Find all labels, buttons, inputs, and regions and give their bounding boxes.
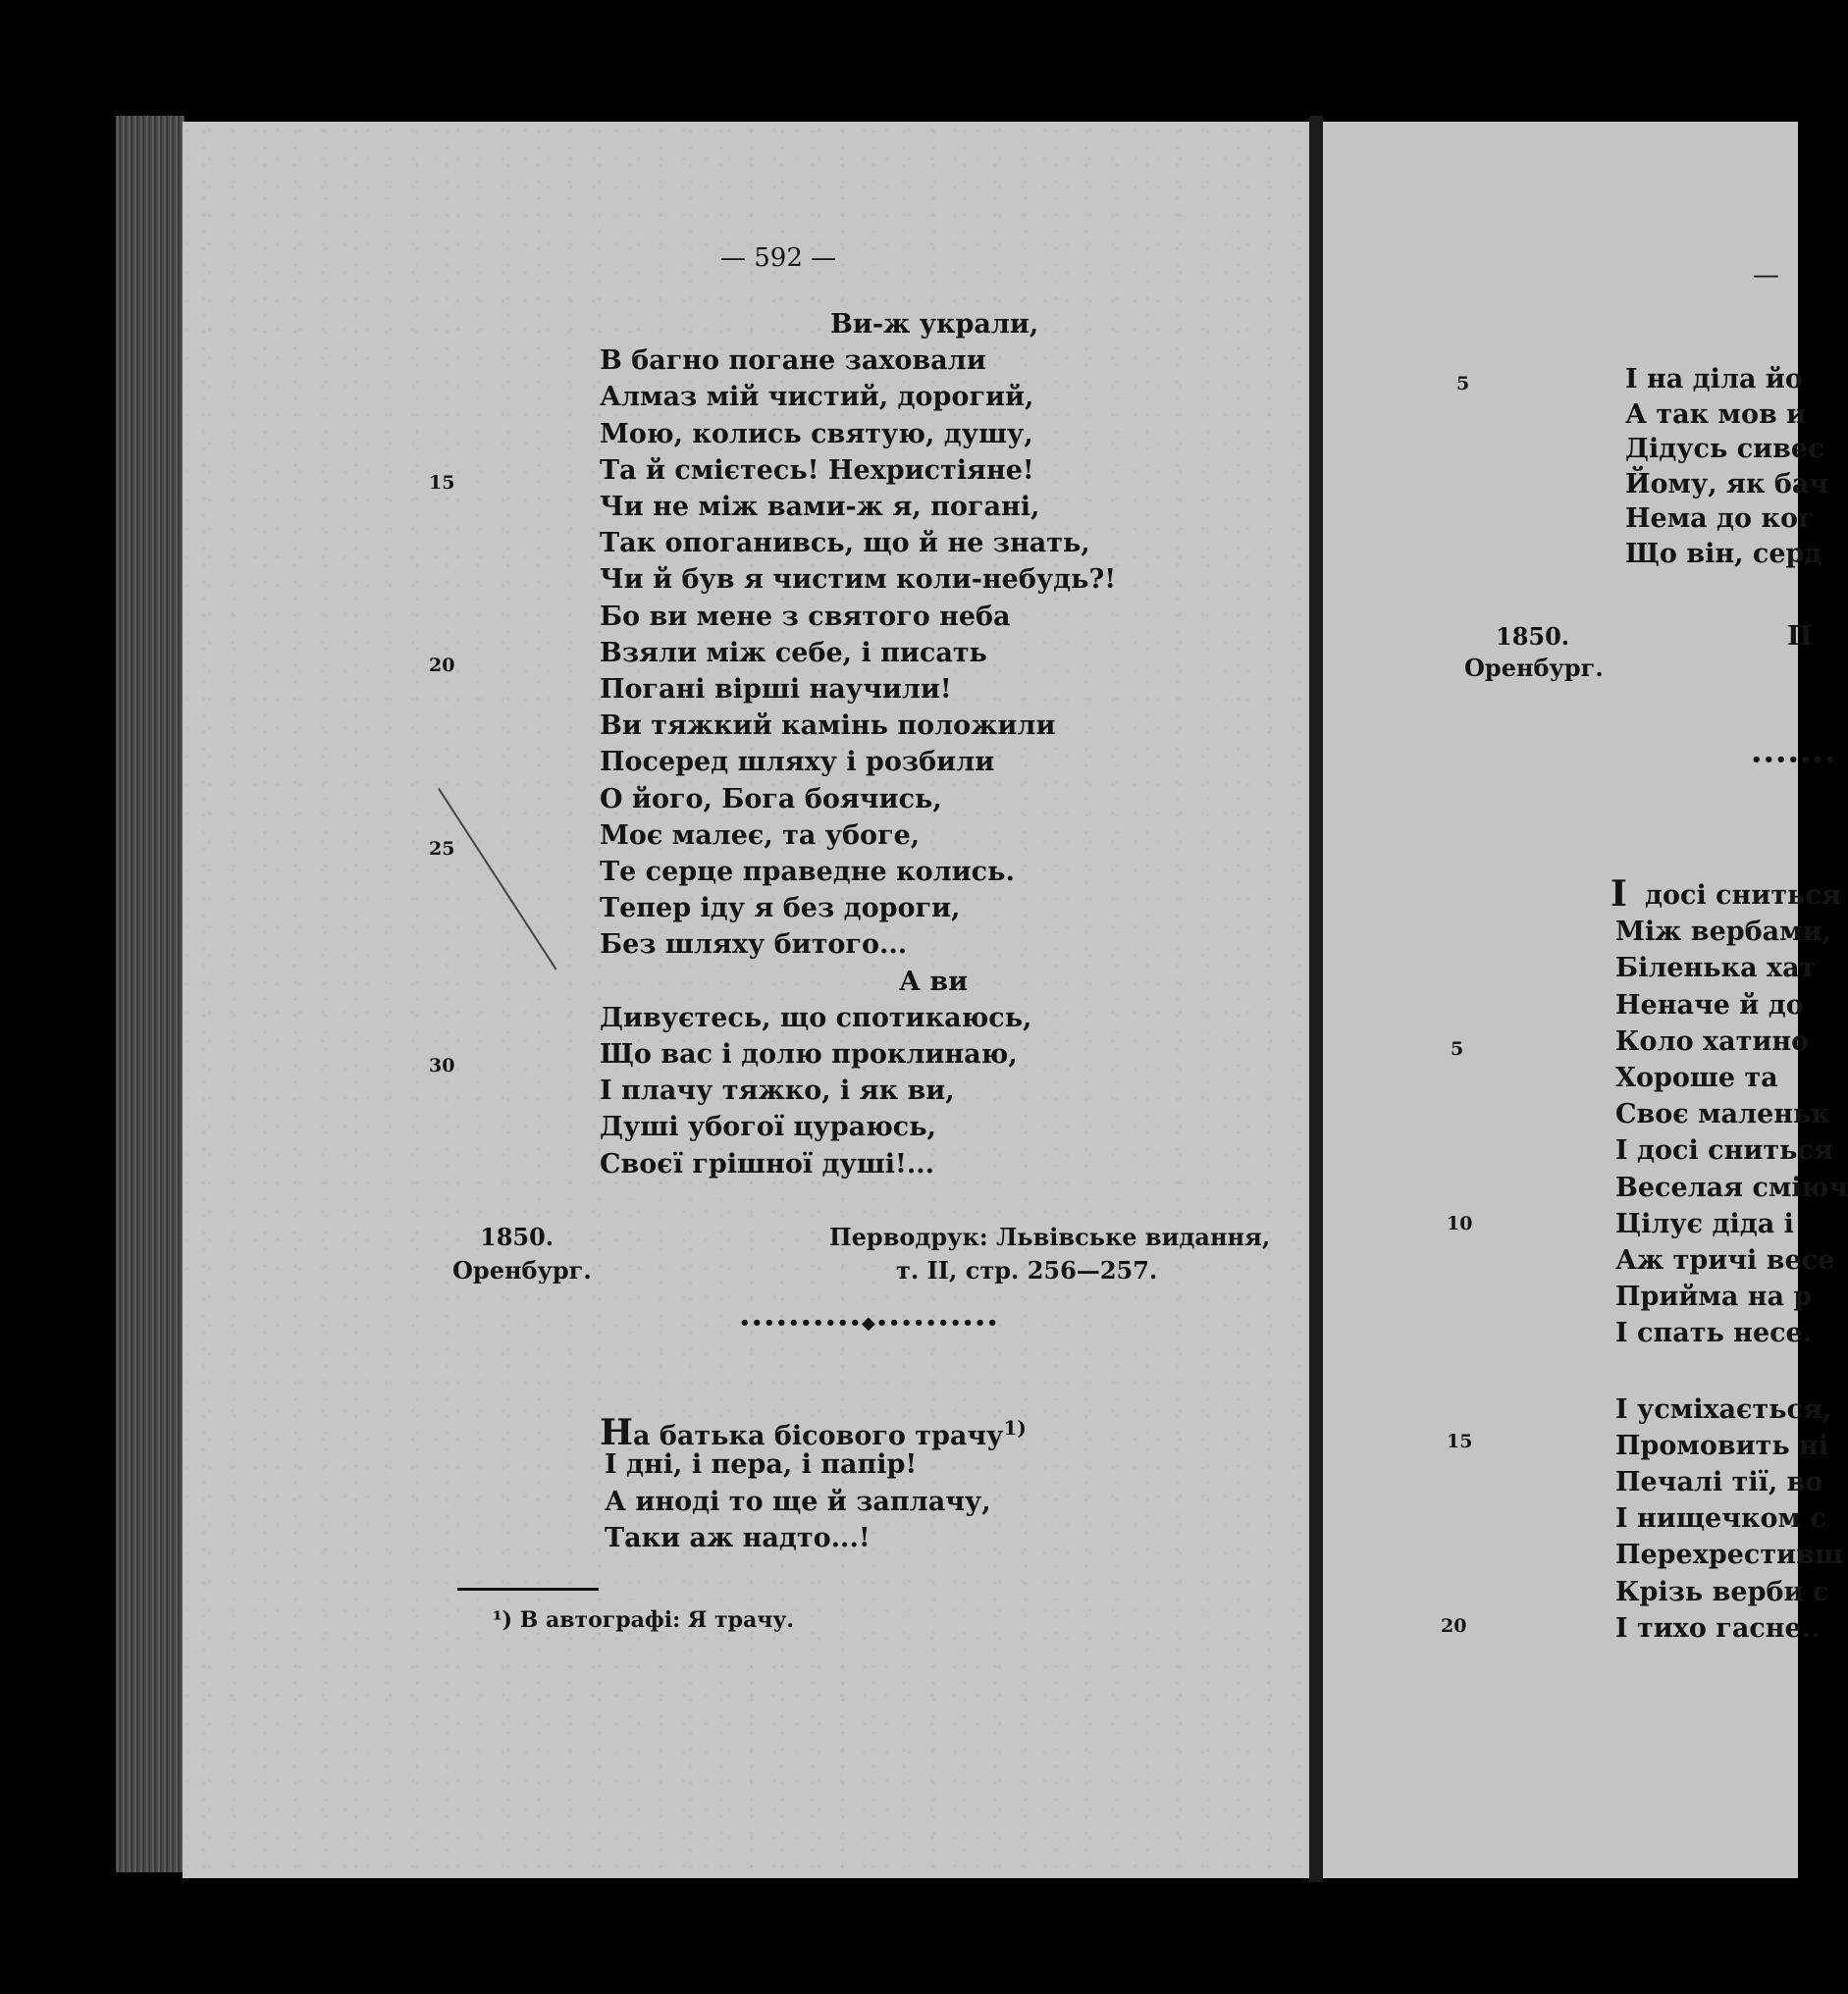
poem-1-line: Взяли між себе, і писать: [600, 637, 987, 668]
date-year: 1850.: [480, 1223, 554, 1251]
right-top-stanza-line: Йому, як бач: [1625, 468, 1829, 499]
line-number-20: 20: [429, 655, 455, 676]
right-poem-line: Коло хатино: [1615, 1025, 1810, 1057]
right-poem-line: І спать несе.: [1615, 1318, 1813, 1349]
source-line-2: т. II, стр. 256—257.: [896, 1256, 1158, 1285]
line-number-30: 30: [429, 1055, 455, 1076]
right-line-number-5: 5: [1451, 1038, 1464, 1060]
right-separator: •••••••: [1751, 750, 1837, 770]
poem-1-line: Ви тяжкий камінь положили: [600, 710, 1056, 742]
right-poem-line: І тихо гасне..: [1615, 1612, 1821, 1644]
right-poem-first-line: [1610, 873, 1627, 915]
poem-1-line: Бо ви мене з святого неба: [600, 601, 1011, 632]
right-poem-line: Промовить ні: [1615, 1430, 1829, 1461]
right-poem-line: Цілує діда і: [1615, 1208, 1794, 1239]
poem-1-line: Що вас і долю проклинаю,: [600, 1039, 1018, 1070]
right-top-stanza-line: Дідусь сивес: [1625, 434, 1824, 465]
line-number-15: 15: [429, 472, 455, 494]
poem-1-line: Чи не між вами-ж я, погані,: [600, 492, 1040, 522]
poem-2-line: Таки аж надто...!: [605, 1523, 871, 1553]
left-page: [183, 122, 1309, 1878]
poem-2-line: А иноді то ще й заплачу,: [605, 1486, 991, 1517]
poem-2-first-line-text: а батька бісового трачу: [633, 1421, 1004, 1451]
right-poem-line: І нищечком с: [1615, 1503, 1826, 1535]
right-poem-line: Прийма на р: [1615, 1282, 1813, 1313]
right-poem-line: Хороше та: [1615, 1063, 1778, 1093]
poem-2-first-line: [600, 1411, 1027, 1453]
right-poem-line: Перехрестивш: [1615, 1540, 1843, 1571]
line-number-25: 25: [429, 838, 455, 860]
poem-1-line: Так опоганивсь, що й не знать,: [600, 528, 1090, 559]
poem-1-line: Алмаз мій чистий, дорогий,: [600, 382, 1034, 413]
footnote: ¹) В автографі: Я трачу.: [493, 1607, 795, 1633]
poem-1-line: Посеред шляху і розбили: [600, 747, 995, 778]
right-date-place: Оренбург.: [1464, 654, 1604, 682]
poem-1-line: Те серце праведне колись.: [600, 857, 1015, 887]
right-line-number-10: 10: [1447, 1213, 1473, 1234]
right-page: [1323, 122, 1848, 1878]
right-poem-line: Своє маленьк: [1615, 1099, 1830, 1130]
book-gutter: [1309, 116, 1323, 1882]
source-line-1: Перводрук: Львівське видання,: [829, 1223, 1271, 1251]
poem-1-line: Та й смієтесь! Нехристіяне!: [600, 454, 1034, 486]
separator-ornament: ••••••••••◆••••••••••: [739, 1313, 999, 1334]
poem-1-line: Дивуєтесь, що спотикаюсь,: [600, 1002, 1032, 1033]
right-line-number-15: 15: [1447, 1431, 1473, 1452]
page-number: — 592 —: [720, 243, 837, 273]
poem-2-line: І дні, і пера, і папір!: [605, 1449, 918, 1480]
poem-1-line: Своєї грішної душі!...: [600, 1148, 935, 1180]
poem-1-line: О його, Бога боячись,: [600, 783, 942, 814]
right-page-header-dash: —: [1753, 260, 1779, 290]
poem-1-line: Чи й був я чистим коли-небудь?!: [600, 564, 1117, 596]
footnote-rule: [457, 1588, 599, 1591]
drop-initial: Н: [600, 1412, 634, 1453]
right-line-number-20: 20: [1441, 1615, 1467, 1637]
right-poem-line: Крізь верби с: [1615, 1576, 1829, 1607]
date-place: Оренбург.: [452, 1256, 592, 1285]
pencil-mark: [438, 788, 556, 971]
poem-1-line: Без шляху битого...: [600, 929, 908, 961]
right-top-stanza-line: Що він, серд: [1625, 539, 1822, 569]
poem-1-line: В багно погане заховали: [600, 345, 986, 377]
right-top-stanza-line: І на діла йо: [1625, 364, 1803, 394]
right-poem-line: Між вербами,: [1615, 917, 1832, 948]
right-poem-line: Аж тричі весе: [1615, 1245, 1835, 1276]
poem-1-line: Тепер іду я без дороги,: [600, 893, 961, 924]
poem-1-line: І плачу тяжко, і як ви,: [600, 1076, 955, 1107]
poem-1-line: Ви-ж украли,: [830, 309, 1039, 340]
right-poem-line: Веселая сміюч: [1615, 1172, 1848, 1203]
footnote-marker: 1): [1003, 1416, 1027, 1440]
right-poem-line: досі сниться: [1645, 880, 1841, 911]
right-poem-line: Печалі тії, во: [1615, 1467, 1823, 1497]
right-poem-line: Біленька хат: [1615, 953, 1817, 984]
right-drop-initial: І: [1610, 873, 1627, 915]
right-top-stanza-line: Нема до ког: [1625, 503, 1815, 535]
book-page-edges: [116, 116, 185, 1872]
right-date-year: 1850.: [1496, 622, 1570, 651]
poem-1-line: Душі убогої цураюсь,: [600, 1112, 936, 1143]
poem-1-line: Мою, колись святую, душу,: [600, 418, 1033, 449]
right-line-number-5-top: 5: [1456, 373, 1470, 394]
right-top-stanza-line: А так мов и: [1625, 398, 1807, 430]
right-fragment-letter: П: [1787, 621, 1813, 652]
poem-1-line: Моє малеє, та убоге,: [600, 819, 921, 851]
poem-1-line: А ви: [899, 966, 969, 997]
poem-1-line: Погані вірші научили!: [600, 674, 952, 705]
right-poem-line: Неначе й до: [1615, 989, 1804, 1021]
right-poem-line: І досі сниться: [1615, 1135, 1833, 1167]
right-poem-line: І усміхається,: [1615, 1393, 1832, 1425]
